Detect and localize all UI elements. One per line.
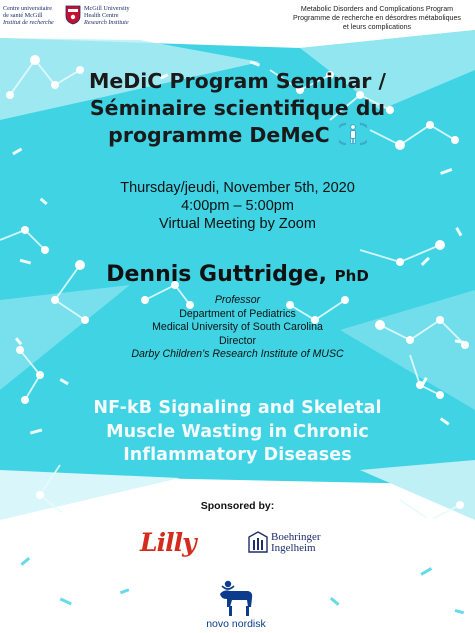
talk-title-line: NF-kB Signaling and Skeletal [93, 398, 382, 418]
demec-person-icon [339, 122, 367, 146]
speaker-info [0, 294, 475, 362]
speaker-university: Medical University of South Carolina [152, 321, 323, 333]
boehringer-building-icon [248, 531, 268, 553]
lilly-wordmark: Lilly [140, 528, 196, 557]
speaker-title: Professor [214, 294, 261, 306]
muhc-logo [3, 4, 143, 32]
muhc-french-name: Centre universitaire de santé McGill Institut de recherche [3, 5, 54, 26]
speaker-institute: Darby Children’s Research Institute of MUSC [131, 348, 344, 360]
boehringer-logo [248, 531, 358, 561]
novo-nordisk-logo [196, 580, 276, 632]
event-venue: Virtual Meeting by Zoom [159, 216, 316, 232]
seminar-title-line: MeDiC Program Seminar / [88, 69, 387, 93]
novo-wordmark: novo nordisk [206, 618, 266, 630]
apis-bull-icon [214, 580, 256, 618]
event-date: Thursday/jeudi, November 5th, 2020 [120, 180, 355, 196]
seminar-title [0, 68, 475, 149]
speaker-role: Director [218, 334, 257, 347]
event-details [0, 179, 475, 233]
mcgill-shield-icon [65, 5, 81, 25]
event-time: 4:00pm – 5:00pm [181, 198, 294, 214]
program-header: Metabolic Disorders and Complications Program Programme de recherche en désordres métaboliques et leurs complications [293, 5, 461, 31]
speaker-name: Dennis Guttridge, PhD [106, 262, 369, 287]
muhc-english-name: McGill University Health Centre Research Institute [84, 5, 130, 26]
boehringer-wordmark: Boehringer Ingelheim [271, 531, 321, 554]
seminar-title-line: programme DeMeC [0, 122, 475, 149]
lilly-logo [140, 528, 210, 562]
talk-title-line: Muscle Wasting in Chronic [106, 421, 369, 442]
seminar-title-line: Séminaire scientifique du [89, 96, 386, 120]
talk-title [0, 397, 475, 468]
speaker-degree: PhD [334, 267, 369, 285]
speaker-department: Department of Pediatrics [179, 307, 296, 320]
talk-title-line: Inflammatory Diseases [123, 445, 352, 465]
sponsors-label: Sponsored by: [200, 500, 275, 512]
